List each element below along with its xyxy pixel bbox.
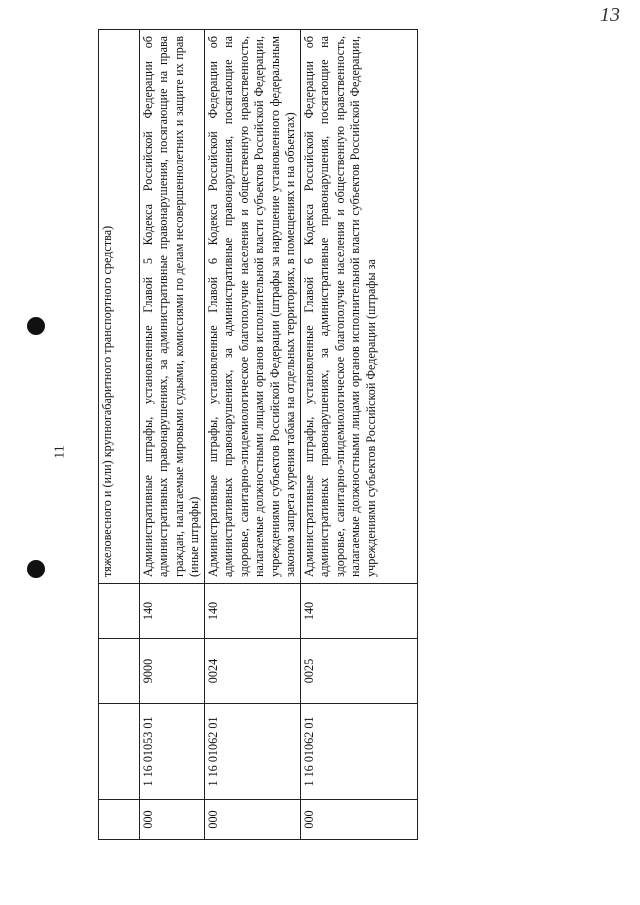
code-class-cell: 140 xyxy=(140,584,205,639)
budget-codes-table xyxy=(98,29,418,840)
rotated-content xyxy=(98,30,598,840)
handwritten-page-mark: 13 xyxy=(600,4,620,26)
description-cell: Административные штрафы, установленные Главой 5 Кодекса Российской Федерации об административных правонарушениях, за административные правонарушения, посягающие на права граждан, налагаемые мировыми судьями, комиссиями по делам несовершеннолетних и защите их прав (иные штрафы) xyxy=(140,30,205,584)
admin-code-cell: 000 xyxy=(140,800,205,840)
code-class-cell: 140 xyxy=(300,584,417,639)
table-row xyxy=(300,30,417,840)
empty-cell xyxy=(99,639,140,704)
empty-cell xyxy=(99,800,140,840)
binder-hole-bottom xyxy=(27,560,45,578)
subcode-cell: 9000 xyxy=(140,639,205,704)
document-sheet xyxy=(98,30,598,840)
continuation-text: тяжеловесного и (или) крупногабаритного транспортного средства) xyxy=(99,30,140,584)
subcode-cell: 0024 xyxy=(204,639,300,704)
empty-cell xyxy=(99,584,140,639)
description-cell: Административные штрафы, установленные Главой 6 Кодекса Российской Федерации об административных правонарушениях, за административные правонарушения, посягающие на здоровье, санитарно-эпидемиологическое благополучие населения и общественную нравственность, налагаемые должностными лицами органов исполнительной власти субъектов Российской Федерации, учреждениями субъектов Российской Федерации (штрафы за нарушение установленного федеральным законом запрета курения табака на отдельных территориях, в помещениях и на объектах) xyxy=(204,30,300,584)
page-number: 11 xyxy=(52,445,68,459)
kbk-cell: 1 16 01062 01 xyxy=(300,704,417,800)
table-row xyxy=(140,30,205,840)
table-row-continuation xyxy=(99,30,140,840)
admin-code-cell: 000 xyxy=(300,800,417,840)
empty-cell xyxy=(99,704,140,800)
code-class-cell: 140 xyxy=(204,584,300,639)
binder-hole-top xyxy=(27,317,45,335)
kbk-cell: 1 16 01062 01 xyxy=(204,704,300,800)
admin-code-cell: 000 xyxy=(204,800,300,840)
kbk-cell: 1 16 01053 01 xyxy=(140,704,205,800)
subcode-cell: 0025 xyxy=(300,639,417,704)
description-cell: Административные штрафы, установленные Главой 6 Кодекса Российской Федерации об административных правонарушениях, за административные правонарушения, посягающие на здоровье, санитарно-эпидемиологическое благополучие населения и общественную нравственность, налагаемые должностными лицами органов исполнительной власти субъектов Российской Федерации, учреждениями субъектов Российской Федерации (штрафы за xyxy=(300,30,417,584)
table-row xyxy=(204,30,300,840)
